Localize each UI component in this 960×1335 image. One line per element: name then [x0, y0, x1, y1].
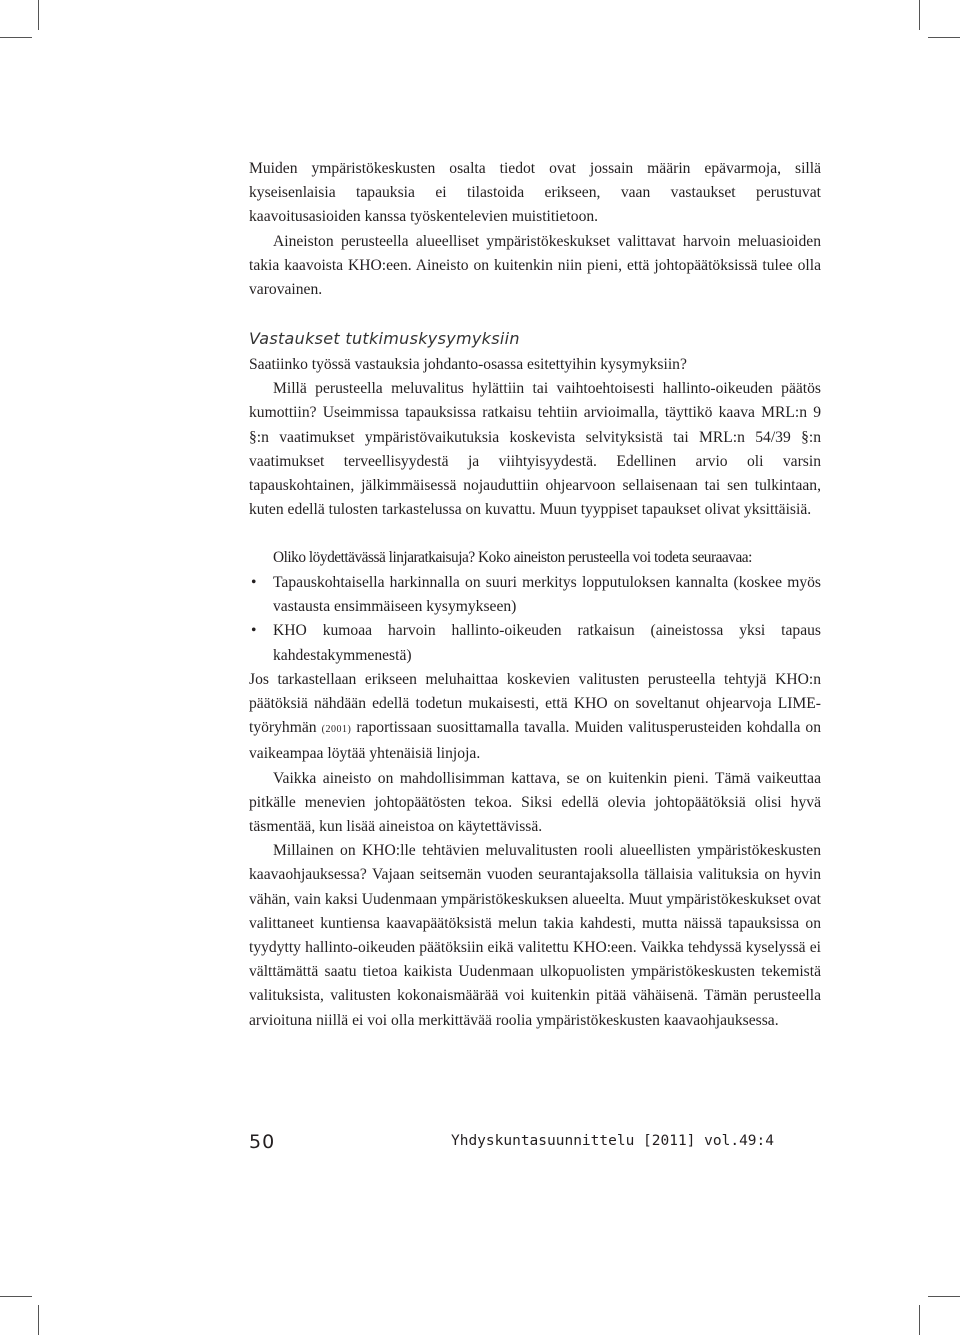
crop-mark [0, 1296, 32, 1297]
paragraph: Millainen on KHO:lle tehtävien meluvalitusten rooli alueellisten ympäristökeskusten kaavaohjauksessa? Vajaan seitsemän vuoden seurantajaksolla tällaisia valituksia on hyvin vähän, vain kaksi Uudenmaan ympäristökeskuksen alueelta. Muut ympäristökeskukset ovat valittaneet kuntiensa kaavapäätöksistä melun takia kahdesti, mutta näissä tapauksissa on tyydytty hallinto-oikeuden päätöksiin eikä valitettu KHO:een. Vaikka tehdyssä kyselyssä ei välttämättä saatu tietoa kaikista Uudenmaan ulkopuolisten ympäristökeskusten tekemistä valituksista, valitusten kokonaismäärää voi kuitenkin pitää vähäisenä. Tämän perusteella arvioituna niillä ei voi olla merkittävää roolia ympäristökeskusten kaavaohjauksessa. [249, 842, 821, 1029]
crop-mark [928, 1296, 960, 1297]
question-line: Oliko löydettävässä linjaratkaisuja? Koko aineiston perusteella voi todeta seuraavaa: [273, 549, 752, 566]
crop-mark [0, 37, 32, 38]
bullet-icon: • [251, 622, 257, 640]
paragraph [249, 668, 821, 767]
section-heading: Vastaukset tutkimuskysymyksiin [249, 329, 520, 348]
list-item [249, 619, 821, 667]
crop-mark [928, 37, 960, 38]
crop-mark [919, 1305, 920, 1335]
paragraph: Saatiinko työssä vastauksia johdanto-osassa esitettyihin kysymyksiin? [249, 356, 687, 373]
list-item [249, 571, 821, 619]
paragraph-text: raportissaan suosittamalla tavalla. Muiden valitusperusteiden kohdalla on vaikeampaa löytää yhtenäisiä linjoja. [249, 719, 822, 763]
paragraph: Muiden ympäristökeskusten osalta tiedot ovat jossain määrin epävarmoja, sillä kyseisenlaisia tapauksia ei tilastoida erikseen, vaan vastaukset perustuvat kaavoitusasioiden kanssa työskentelevien muistitietoon. [249, 160, 821, 226]
paragraph: Vaikka aineisto on mahdollisimman kattava, se on kuitenkin pieni. Tämä vaikeuttaa pitkälle menevien johtopäätösten tekoa. Siksi edellä olevia johtopäätöksiä olisi hyvä täsmentää, kun lisää aineistoa on käytettävissä. [249, 769, 821, 836]
paragraph: Aineiston perusteella alueelliset ympäristökeskukset valittavat harvoin meluasioiden takia kaavoista KHO:een. Aineisto on kuitenkin niin pieni, että johtopäätöksissä tulee olla varovainen. [249, 232, 821, 299]
list-item-text: Tapauskohtaisella harkinnalla on suuri merkitys lopputuloksen kannalta (koskee myös vastausta ensimmäiseen kysymykseen) [273, 574, 821, 616]
page-number: 50 [249, 1131, 276, 1153]
crop-mark [38, 0, 39, 30]
list-item-text: KHO kumoaa harvoin hallinto-oikeuden ratkaisun (aineistossa yksi tapaus kahdestakymmenestä) [273, 622, 821, 664]
section-text [249, 353, 821, 522]
paragraph: Millä perusteella meluvalitus hylättiin tai vaihtoehtoisesti hallinto-oikeuden päätös kumottiin? Useimmissa tapauksissa ratkaisu tehtiin arvioimalla, täyttikö kaava MRL:n 9 §:n vaatimukset ympäristövaikutuksia koskevista selvityksistä tai MRL:n 54/39 §:n vaatimukset terveellisyydestä ja viihtyisyydestä. Edellinen arvio oli varsin tapauskohtainen, jälkimmäisessä nojauduttiin ohjearvoon sellaisenaan tai sen tulkintaan, kuten edellä tulosten tarkastelussa on kuvattu. Muun tyyppiset tapaukset olivat yksittäisiä. [249, 380, 821, 519]
journal-reference: Yhdyskuntasuunnittelu [2011] vol.49:4 [450, 1133, 774, 1149]
bullet-list [249, 571, 821, 668]
bullet-icon: • [251, 574, 257, 591]
crop-mark [919, 0, 920, 30]
citation-year: (2001) [321, 724, 352, 736]
intro-text [249, 157, 821, 302]
bullet-and-body [249, 571, 821, 1033]
crop-mark [38, 1305, 39, 1335]
paragraph-text: Jos tarkastellaan erikseen meluhaittaa koskevien valitusten perusteella tehtyjä KHO:n päätöksiä nähdään edellä todetun mukaisesti, että KHO on soveltanut ohjearvoja LIME-työryhmän [249, 670, 821, 737]
